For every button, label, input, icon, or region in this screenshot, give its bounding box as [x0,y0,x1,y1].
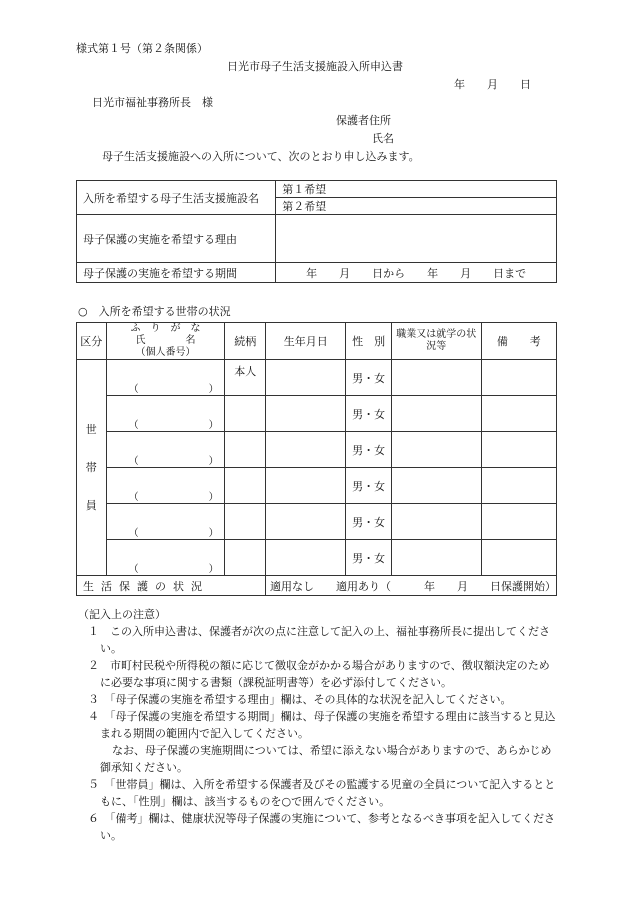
member-sex-cell[interactable]: 男・女 [346,432,391,468]
member-relation-cell[interactable] [225,396,266,432]
member-remarks-cell[interactable] [481,432,556,468]
period-field[interactable]: 年 月 日から 年 月 日まで [276,263,557,283]
member-remarks-cell[interactable] [481,360,556,396]
members-char-2: 帯 [85,460,97,474]
col-id-label: （個人番号） [135,347,196,358]
welfare-field[interactable]: 適用なし 適用あり（ 年 月 日保護開始） [265,576,556,596]
id-paren: （ ） [128,384,219,395]
col-sex: 性 別 [346,323,391,360]
household-table [76,322,557,596]
note-4: ４ 「母子保護の実施を希望する期間」欄は、母子保護の実施を希望する理由に該当すると見込まれる期間の範囲内で記入してください。 [88,710,556,740]
choice2-field[interactable]: 第２希望 [276,198,557,215]
member-remarks-cell[interactable] [481,468,556,504]
col-name [106,323,225,360]
member-relation-cell[interactable] [225,540,266,576]
col-remarks: 備 考 [481,323,556,360]
member-occupation-cell[interactable] [391,396,481,432]
member-sex-cell[interactable]: 男・女 [346,540,391,576]
member-sex-cell[interactable]: 男・女 [346,504,391,540]
member-remarks-cell[interactable] [481,396,556,432]
member-sex-cell[interactable]: 男・女 [346,360,391,396]
member-sex-cell[interactable]: 男・女 [346,468,391,504]
col-furigana-label: ふ り が な [130,323,201,334]
member-remarks-cell[interactable] [481,504,556,540]
members-char-1: 世 [85,422,97,436]
member-relation-cell[interactable] [225,468,266,504]
members-char-3: 員 [85,498,97,512]
application-table [76,180,557,283]
member-occupation-cell[interactable] [391,540,481,576]
notes-section [78,606,558,844]
member-relation-cell[interactable] [225,504,266,540]
period-label: 母子保護の実施を希望する期間 [77,263,276,283]
member-name-cell[interactable] [106,360,225,396]
id-paren: （ ） [128,528,219,539]
reason-field[interactable] [276,215,557,263]
member-birth-cell[interactable] [265,504,345,540]
choice1-field[interactable]: 第１希望 [276,181,557,198]
member-occupation-cell[interactable] [391,432,481,468]
note-1: １ この入所申込書は、保護者が次の点に注意して記入の上、福祉事務所長に提出してください。 [88,625,550,655]
member-birth-cell[interactable] [265,540,345,576]
member-occupation-cell[interactable] [391,504,481,540]
id-paren: （ ） [128,492,219,503]
member-birth-cell[interactable] [265,432,345,468]
note-5: ５ 「世帯員」欄は、入所を希望する保護者及びその監護する児童の全員について記入するとともに、「性別」欄は、該当するものを○で囲んでください。 [88,778,556,808]
note-6: ６ 「備考」欄は、健康状況等母子保護の実施について、参考となるべき事項を記入してください。 [88,812,556,842]
guardian-address-label: 保護者住所 [336,114,391,127]
member-name-cell[interactable] [106,432,225,468]
col-relation: 続柄 [225,323,266,360]
page-title: 日光市母子生活支援施設入所申込書 [227,60,403,73]
member-name-cell[interactable] [106,504,225,540]
household-section-title: ○ 入所を希望する世帯の状況 [78,305,231,318]
member-occupation-cell[interactable] [391,468,481,504]
addressee: 日光市福祉事務所長 様 [92,96,213,109]
members-label [77,360,107,576]
col-category: 区分 [77,323,107,360]
id-paren: （ ） [128,456,219,467]
member-birth-cell[interactable] [265,468,345,504]
member-remarks-cell[interactable] [481,540,556,576]
intro-text: 母子生活支援施設への入所について、次のとおり申し込みます。 [102,150,420,163]
id-paren: （ ） [128,420,219,431]
member-relation-cell[interactable]: 本人 [225,360,266,396]
welfare-label: 生活保護の状況 [77,576,266,596]
note-4-supplement: なお、母子保護の実施期間については、希望に添えない場合がありますので、あらかじめ御承知ください。 [100,744,552,774]
col-occupation: 職業又は就学の状況等 [391,323,481,360]
id-paren: （ ） [128,564,219,575]
form-number: 様式第１号（第２条関係） [76,42,208,55]
note-3: ３ 「母子保護の実施を希望する理由」欄は、その具体的な状況を記入してください。 [88,693,512,706]
member-occupation-cell[interactable] [391,360,481,396]
member-name-cell[interactable] [106,396,225,432]
member-sex-cell[interactable]: 男・女 [346,396,391,432]
member-birth-cell[interactable] [265,396,345,432]
col-name-label: 氏 名 [135,335,196,346]
date-line: 年 月 日 [454,78,531,91]
member-name-cell[interactable] [106,540,225,576]
member-name-cell[interactable] [106,468,225,504]
member-birth-cell[interactable] [265,360,345,396]
guardian-name-label: 氏名 [372,132,394,145]
member-relation-cell[interactable] [225,432,266,468]
facility-label: 入所を希望する母子生活支援施設名 [77,181,276,215]
notes-heading: （記入上の注意） [78,608,166,621]
col-birth: 生年月日 [265,323,345,360]
reason-label: 母子保護の実施を希望する理由 [77,215,276,263]
note-2: ２ 市町村民税や所得税の額に応じて徴収金がかかる場合がありますので、徴収額決定のために必要な事項に関する書類（課税証明書等）を必ず添付してください。 [88,659,550,689]
